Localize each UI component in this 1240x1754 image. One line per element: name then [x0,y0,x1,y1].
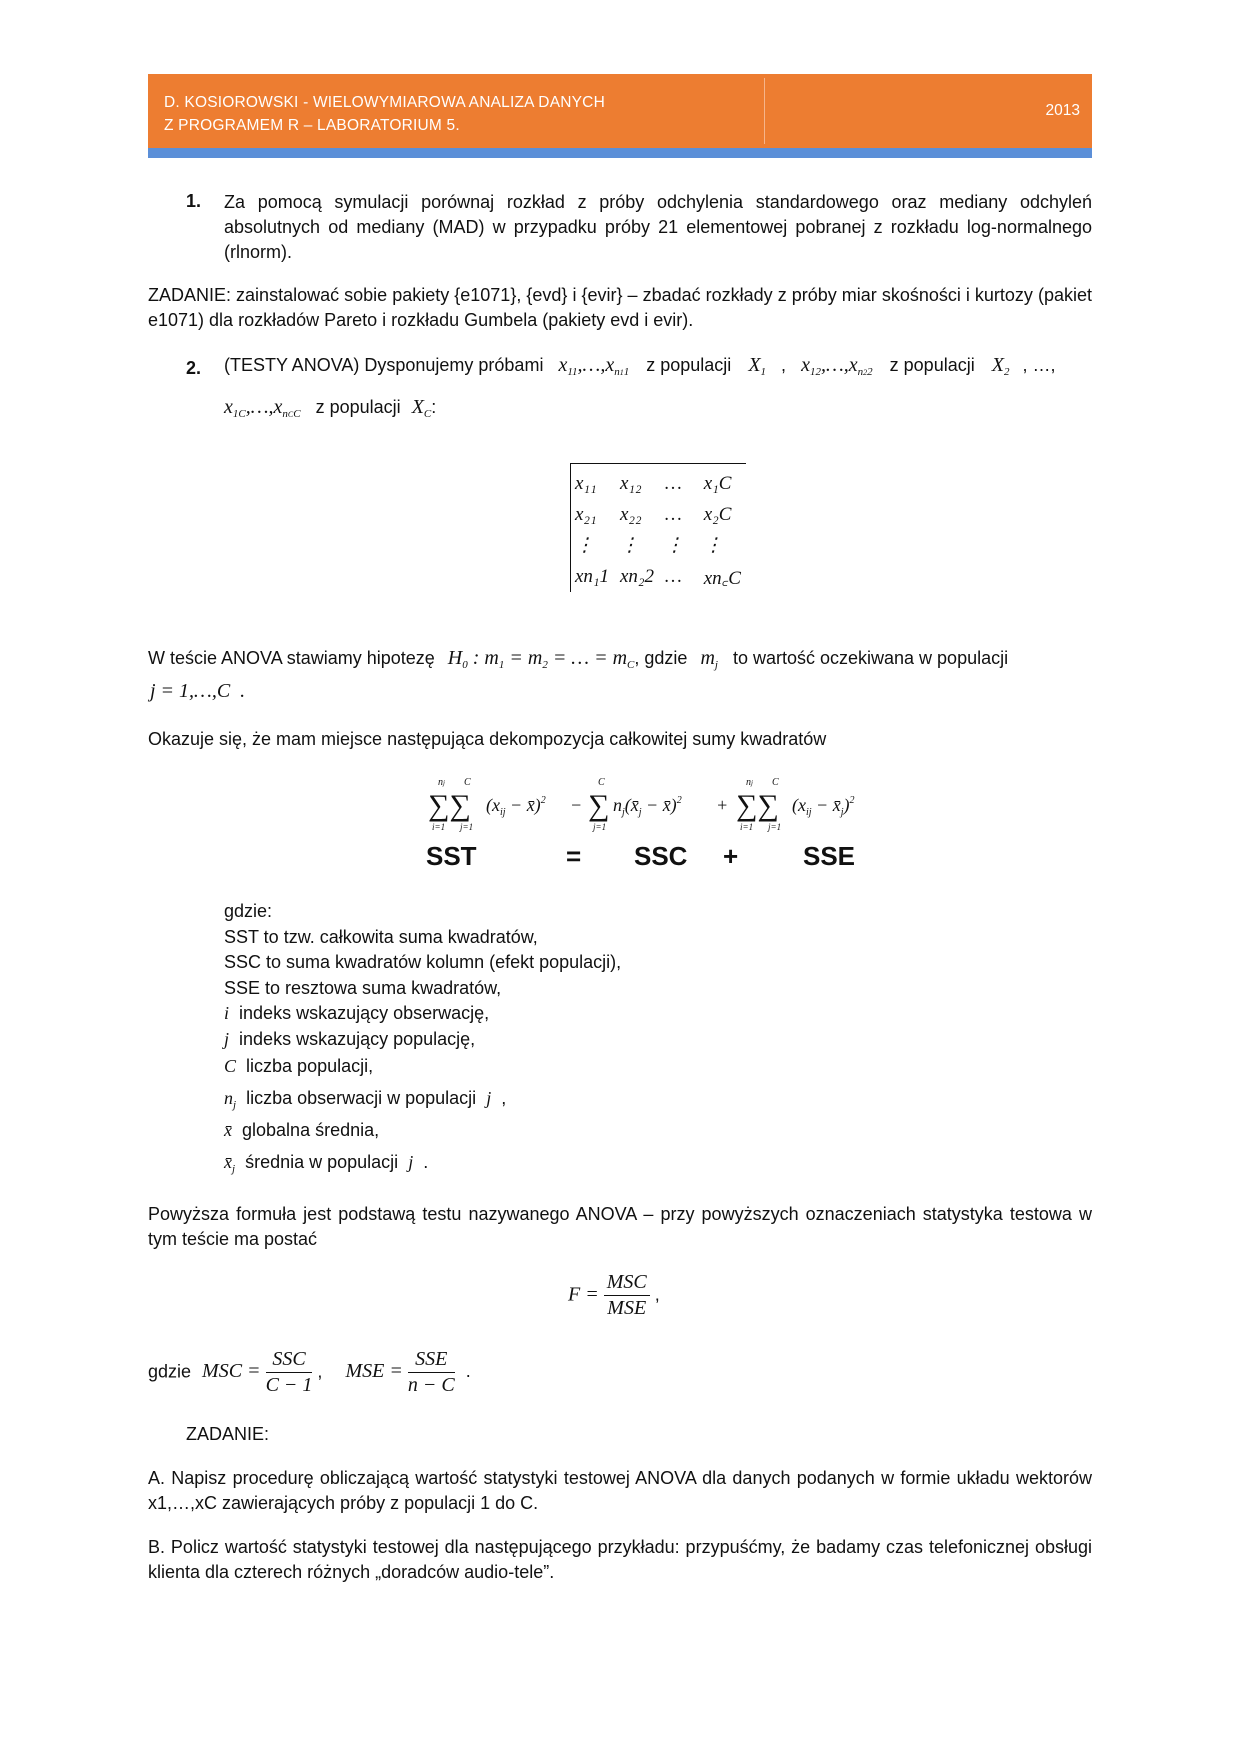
item-1-text: Za pomocą symulacji porównaj rozkład z próby odchylenia standardowego oraz mediany odchyleń absolutnych od mediany (MAD) w przypadku próby 21 elementowej pobranej z rozkładu log-normalnego (rlnorm). [224,192,1092,262]
j-range: j = 1,…,C . [150,680,246,702]
from-pop-1: z populacji [646,355,732,375]
header-year: 2013 [1045,102,1080,119]
from-pop-2: z populacji [889,355,975,375]
header-title-line1: D. KOSIOROWSKI - WIELOWYMIAROWA ANALIZA DANYCH [164,94,605,111]
svg-text:i=1: i=1 [432,822,446,832]
task-label: ZADANIE: [186,1424,270,1444]
matrix-cell: x₂₂ [619,503,642,525]
svg-text:C: C [598,777,605,788]
from-pop-c: z populacji [315,397,401,417]
label-ssc: SSC [634,841,688,871]
svg-text:+: + [716,795,729,815]
decomposition-intro: Okazuje się, że mam miejsce następująca dekompozycja całkowitej sumy kwadratów [148,729,827,749]
svg-text:C: C [772,777,779,788]
matrix-cell: … [664,503,682,525]
legend-sse: SSE to resztowa suma kwadratów, [224,977,502,998]
matrix-cell: x₂C [703,503,732,525]
legend-j-row: j indeks wskazujący populację, [224,1028,476,1049]
matrix-cell: x₁C [703,472,732,494]
matrix-cell: x₁₁ [575,472,597,494]
hypothesis-text1: W teście ANOVA stawiamy hipotezę [148,648,435,668]
legend-j: indeks wskazujący populację, [239,1028,476,1049]
matrix-cell: ⋮ [703,535,723,556]
hypothesis-line: W teście ANOVA stawiamy hipotezę $H_0$ : $m_1 = m_2$ = … = $m_C$, gdzie $m_j$ to wartość oczekiwana w populacji [148,647,1009,671]
header-title-box [152,78,765,144]
legend-xbar-row: x̄ globalna średnia, [224,1120,380,1140]
legend-ssc: SSC to suma kwadratów kolumn (efekt populacji), [224,952,622,972]
legend-xbarj-row: $x̄_j$ średnia w populacji j . [224,1151,429,1175]
item-2-number: 2. [186,358,202,378]
msc-mse-definitions: gdzie MSC = $\frac{\text{SSC}}{C - 1}$ , MSE = $\frac{\text{SSE}}{n - C}$ . [148,1348,471,1396]
legend-c: liczba populacji, [246,1056,374,1076]
svg-text:nj: nj [438,777,445,788]
comma-dots: , …, [1022,355,1056,375]
legend-i: indeks wskazujący obserwację, [239,1003,490,1023]
item-2-line2: $x_{1C},\dots,x_{nCC}$ z populacji $X_C$: [224,396,437,420]
legend-i-row: i indeks wskazujący obserwację, [224,1003,490,1023]
svg-text:∑∑: ∑∑ [736,789,779,822]
matrix-cell: xn₁1 [575,565,610,587]
legend-c-row: C liczba populacji, [224,1056,374,1076]
label-equals: = [566,841,582,871]
formula-intro: Powyższa formuła jest podstawą testu nazywanego ANOVA – przy powyższych oznaczeniach statystyka testowa w tym teście ma postać [148,1204,1092,1249]
legend-nj-row: $n_j$ liczba obserwacji w populacji j , [224,1087,507,1111]
matrix-cell: x₁₂ [619,472,642,494]
svg-text:i=1: i=1 [740,822,754,832]
matrix-cell: … [664,472,682,494]
svg-text:C: C [464,777,471,788]
matrix-cell: xn꜀C [703,567,741,589]
svg-text:(xij − x̄j)2: ($x_{ij}$ − $x̄_j)^2$ [792,795,855,818]
label-sst: SST [426,841,477,871]
task-install-packages: ZADANIE: zainstalować sobie pakiety {e1071}, {evd} i {evir} – zbadać rozkłady z próby miar skośności i kurtozy (pakiet e1071) dla rozkładów Pareto i rozkładu Gumbela (pakiety evd i evir). [148,285,1092,330]
svg-text:j=1: j=1 [593,822,607,832]
label-sse: SSE [803,841,856,871]
svg-text:j=1: j=1 [768,822,782,832]
notation-legend [224,899,621,1175]
data-matrix [570,463,746,592]
matrix-cell: … [664,565,682,587]
task-a: A. Napisz procedurę obliczającą wartość statystyki testowej ANOVA dla danych podanych w formie układu wektorów x1,…,xC zawierających próby z populacji 1 do C. [148,1468,1092,1513]
legend-gdzie: gdzie: [224,901,273,921]
hypothesis-text2: to wartość oczekiwana w populacji [732,648,1009,668]
decomposition-formula [428,775,888,837]
matrix-cell: xn₂2 [619,565,654,587]
svg-text:−: − [570,795,583,815]
f-statistic-formula: F = $\frac{\text{MSC}}{\text{MSE}}$ , [568,1271,660,1319]
hypothesis-gdzie: , gdzie [634,648,688,668]
legend-xbarj: średnia w populacji [245,1151,399,1172]
item-1-number: 1. [186,191,202,211]
item-2-line1: (TESTY ANOVA) Dysponujemy próbami $x_{11},\dots,x_{n11}$ z populacji $X_1$ , $x_{12},\dots,x_{n22}$ z populacji $X_2$ , …, [224,354,1056,378]
matrix-cell: ⋮ [575,535,594,556]
legend-sst: SST to tzw. całkowita suma kwadratów, [224,926,538,947]
svg-text:nj(x̄j − x̄)2: $n_j(x̄_j$ − x̄)$^2$ [613,795,682,818]
page-header [148,74,1092,148]
header-accent-bar [148,148,1092,158]
task-b: B. Policz wartość statystyki testowej dla następującego przykładu: przypuśćmy, że badamy czas telefonicznej obsługi klienta dla czterech różnych „doradców audio-tele”. [148,1537,1092,1582]
svg-text:∑: ∑ [588,789,610,822]
matrix-cell: ⋮ [619,535,639,556]
label-plus: + [723,841,739,871]
sum-of-squares-formula [428,775,888,837]
matrix-cell: ⋮ [664,535,684,556]
svg-text:nj: nj [746,777,753,788]
svg-text:(xij − x̄)2: ($x_{ij}$ − x̄)$^2$ [486,795,546,818]
legend-xbar: globalna średnia, [242,1120,380,1140]
header-title-line2: Z PROGRAMEM R – LABORATORIUM 5. [164,117,460,134]
svg-text:j=1: j=1 [460,822,474,832]
item-2-lead: (TESTY ANOVA) Dysponujemy próbami [224,355,544,375]
legend-nj: liczba obserwacji w populacji [246,1087,477,1108]
svg-text:∑∑: ∑∑ [428,789,471,822]
gdzie-label: gdzie [148,1361,192,1382]
matrix-cell: x₂₁ [575,503,597,525]
